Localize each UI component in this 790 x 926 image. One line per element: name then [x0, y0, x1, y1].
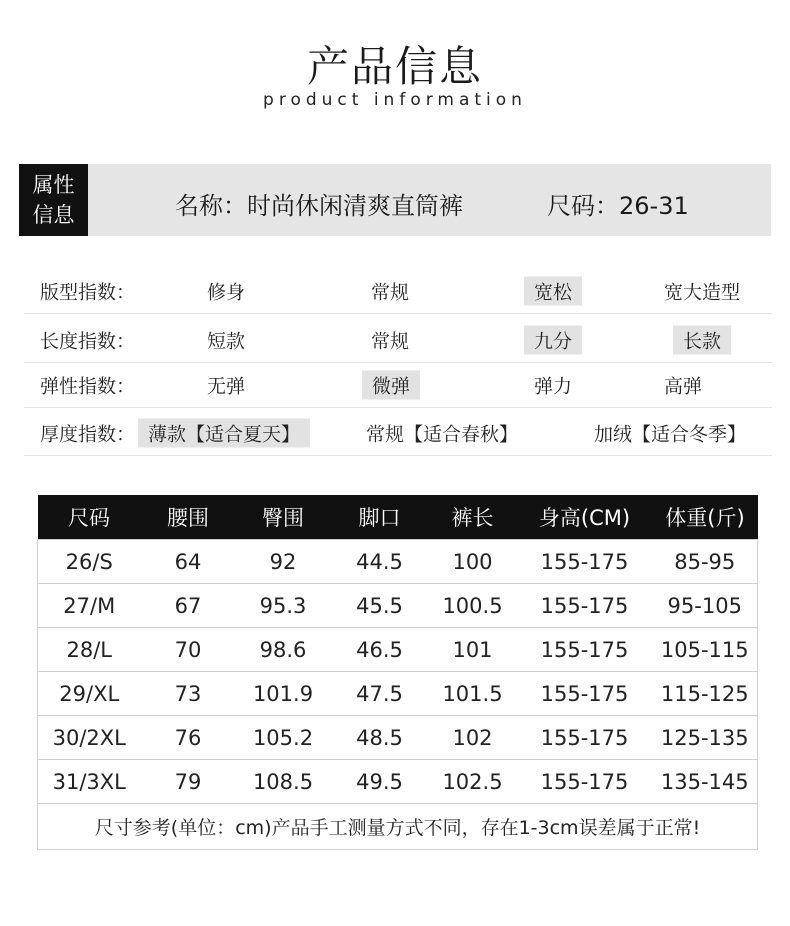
index-option: 短款: [207, 330, 246, 353]
index-option: 宽大造型: [664, 281, 741, 304]
table-cell: 45.5: [331, 584, 429, 628]
table-cell: 85-95: [653, 540, 758, 584]
fit-index-row: [24, 269, 772, 314]
table-cell: 155-175: [517, 584, 653, 628]
table-cell: 155-175: [517, 760, 653, 804]
table-cell: 47.5: [331, 672, 429, 716]
table-cell: 70: [141, 628, 236, 672]
table-row: [38, 628, 758, 672]
header-size: 尺码: [38, 495, 141, 540]
index-label: 版型指数：: [40, 281, 136, 304]
index-option: 高弹: [664, 375, 703, 398]
index-option-selected: 九分: [524, 326, 582, 355]
attribute-badge-line2: 信息: [32, 203, 75, 227]
table-cell: 64: [141, 540, 236, 584]
table-cell: 125-135: [653, 716, 758, 760]
index-option: 常规【适合春秋】: [366, 423, 519, 446]
index-option-selected: 长款: [673, 326, 731, 355]
table-row: [38, 760, 758, 804]
attribute-badge: [19, 164, 88, 236]
table-cell: 101.5: [429, 672, 517, 716]
index-option-selected: 宽松: [524, 277, 582, 306]
table-cell: 28/L: [38, 628, 141, 672]
index-option: 常规: [371, 330, 410, 353]
table-cell: 76: [141, 716, 236, 760]
table-cell: 155-175: [517, 540, 653, 584]
table-cell: 102.5: [429, 760, 517, 804]
table-cell: 30/2XL: [38, 716, 141, 760]
elasticity-index-row: [24, 363, 772, 408]
table-cell: 48.5: [331, 716, 429, 760]
table-row: [38, 540, 758, 584]
table-cell: 92: [236, 540, 331, 584]
table-cell: 105-115: [653, 628, 758, 672]
index-option: 无弹: [207, 375, 246, 398]
table-cell: 79: [141, 760, 236, 804]
index-option: 常规: [371, 281, 410, 304]
product-name: 名称：时尚休闲清爽直筒裤: [175, 192, 463, 220]
table-note-row: [38, 804, 758, 850]
index-label: 厚度指数：: [40, 423, 136, 446]
table-cell: 67: [141, 584, 236, 628]
thickness-index-row: [24, 411, 772, 456]
length-index-row: [24, 318, 772, 363]
table-cell: 49.5: [331, 760, 429, 804]
table-cell: 98.6: [236, 628, 331, 672]
header-length: 裤长: [429, 495, 517, 540]
page-subtitle: product information: [263, 90, 527, 110]
table-cell: 26/S: [38, 540, 141, 584]
index-option: 弹力: [534, 375, 573, 398]
table-cell: 115-125: [653, 672, 758, 716]
table-cell: 108.5: [236, 760, 331, 804]
table-cell: 101: [429, 628, 517, 672]
table-cell: 44.5: [331, 540, 429, 584]
table-cell: 100.5: [429, 584, 517, 628]
size-table-header: [38, 495, 758, 540]
table-row: [38, 584, 758, 628]
index-label: 弹性指数：: [40, 375, 136, 398]
table-cell: 95-105: [653, 584, 758, 628]
table-cell: 155-175: [517, 628, 653, 672]
index-option: 修身: [207, 281, 246, 304]
table-row: [38, 716, 758, 760]
table-cell: 155-175: [517, 672, 653, 716]
measurement-note: 尺寸参考(单位：cm)产品手工测量方式不同，存在1-3cm误差属于正常!: [38, 804, 758, 850]
size-table: [37, 495, 758, 850]
product-size-range: 尺码：26-31: [547, 192, 689, 220]
index-label: 长度指数：: [40, 330, 136, 353]
attribute-badge-line1: 属性: [32, 173, 75, 197]
table-cell: 29/XL: [38, 672, 141, 716]
header-hem: 脚口: [331, 495, 429, 540]
index-option-selected: 薄款【适合夏天】: [138, 419, 310, 448]
table-cell: 95.3: [236, 584, 331, 628]
table-cell: 46.5: [331, 628, 429, 672]
table-cell: 102: [429, 716, 517, 760]
table-cell: 135-145: [653, 760, 758, 804]
attribute-bar: [19, 164, 771, 236]
header-waist: 腰围: [141, 495, 236, 540]
header-hip: 臀围: [236, 495, 331, 540]
table-cell: 100: [429, 540, 517, 584]
table-row: [38, 672, 758, 716]
header-height: 身高(CM): [517, 495, 653, 540]
table-cell: 31/3XL: [38, 760, 141, 804]
table-cell: 101.9: [236, 672, 331, 716]
index-option-selected: 微弹: [362, 371, 420, 400]
header-weight: 体重(斤): [653, 495, 758, 540]
table-cell: 105.2: [236, 716, 331, 760]
table-cell: 155-175: [517, 716, 653, 760]
page-title: 产品信息: [306, 42, 483, 91]
index-option: 加绒【适合冬季】: [594, 423, 747, 446]
table-cell: 27/M: [38, 584, 141, 628]
table-cell: 73: [141, 672, 236, 716]
